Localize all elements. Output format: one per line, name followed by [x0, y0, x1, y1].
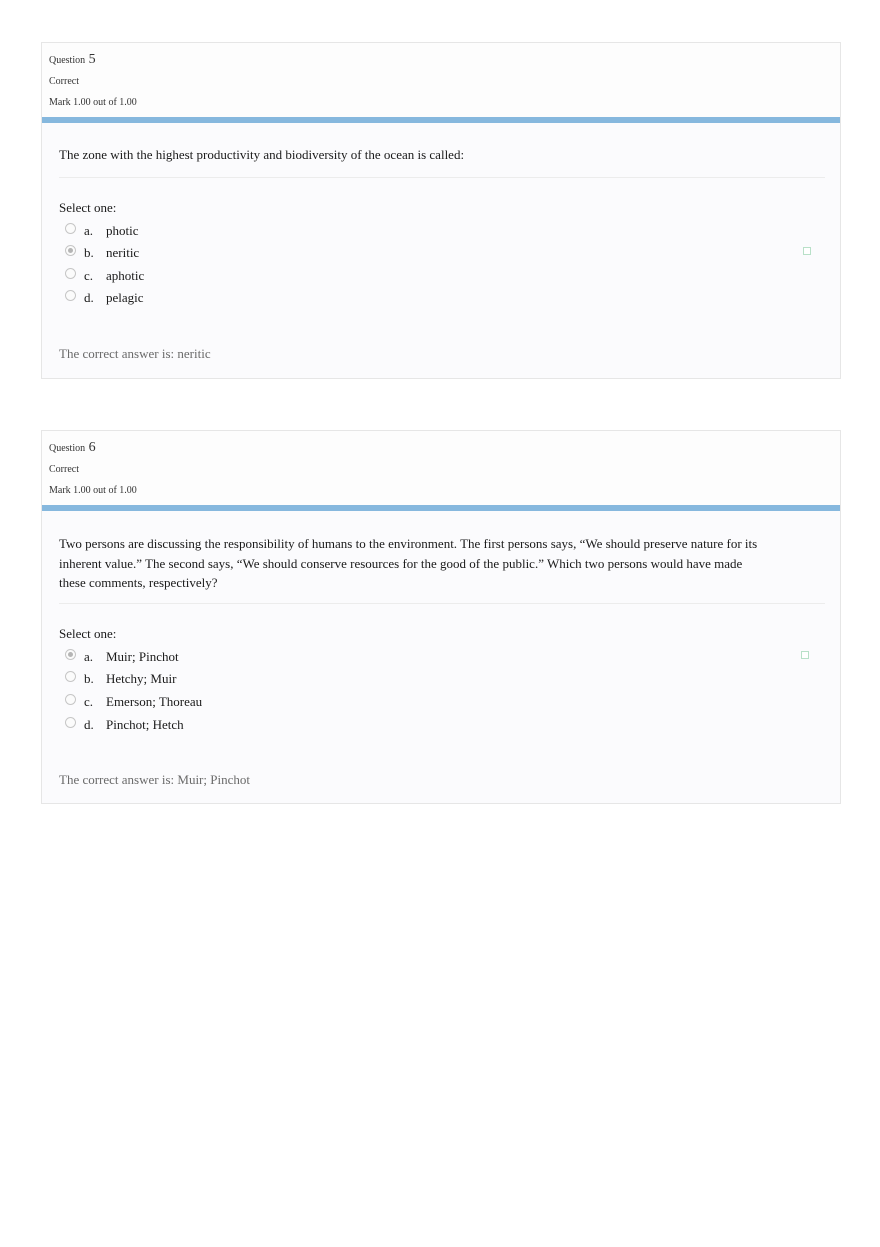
answer-option-d[interactable]: [65, 716, 184, 734]
answer-label: aphotic: [106, 268, 145, 283]
question-number-value: 5: [88, 52, 96, 67]
question-separator: [59, 603, 825, 604]
answer-letter: d.: [84, 290, 94, 305]
correct-answer-text: The correct answer is: Muir; Pinchot: [59, 772, 250, 787]
question-text-line: inherent value.” The second says, “We should conserve resources for the good of the public.” Which two persons would have made: [59, 555, 743, 571]
question-content: [42, 123, 840, 378]
answer-letter: a.: [84, 223, 94, 238]
answer-radio[interactable]: [65, 717, 76, 728]
select-one-prompt: Select one:: [59, 626, 117, 641]
select-one-prompt: Select one:: [59, 200, 117, 215]
question-number-prefix: Question: [49, 443, 86, 454]
answer-label: photic: [106, 223, 139, 238]
question-text: [59, 534, 757, 593]
question-separator: [59, 177, 825, 178]
question-info: [42, 431, 840, 505]
question-number-value: 6: [88, 440, 96, 455]
answer-radio[interactable]: [65, 694, 76, 705]
question-text-line: Two persons are discussing the responsibility of humans to the environment. The first persons says, “We should preserve nature for its: [59, 536, 758, 551]
answer-letter: b.: [84, 245, 94, 260]
answer-label: Pinchot; Hetch: [106, 717, 184, 732]
answer-label: Emerson; Thoreau: [106, 694, 203, 709]
question-content: [42, 511, 840, 803]
question-number-prefix: Question: [49, 55, 86, 66]
question-state: Correct: [49, 76, 79, 87]
answer-radio-selected[interactable]: [65, 245, 76, 256]
question-number: [49, 52, 96, 68]
answer-option-d[interactable]: [65, 289, 144, 307]
answer-radio[interactable]: [65, 671, 76, 682]
answer-radio-selected[interactable]: [65, 649, 76, 660]
correct-feedback-icon: [801, 651, 809, 659]
question-text: [59, 145, 464, 165]
correct-answer-text: The correct answer is: neritic: [59, 346, 211, 361]
answer-option-a[interactable]: [65, 648, 179, 666]
answer-letter: d.: [84, 717, 94, 732]
question-info: [42, 43, 840, 117]
answer-label: pelagic: [106, 290, 144, 305]
question-text-line: these comments, respectively?: [59, 575, 218, 590]
question-card: [41, 42, 841, 379]
answer-option-b[interactable]: [65, 244, 139, 262]
question-state: Correct: [49, 464, 79, 475]
answer-radio[interactable]: [65, 223, 76, 234]
answer-option-a[interactable]: [65, 222, 139, 240]
answer-letter: c.: [84, 268, 94, 283]
question-card: [41, 430, 841, 804]
answer-option-c[interactable]: [65, 267, 144, 285]
question-number: [49, 440, 96, 456]
answer-label: Muir; Pinchot: [106, 649, 179, 664]
answer-letter: a.: [84, 649, 94, 664]
answer-option-b[interactable]: [65, 670, 176, 688]
answer-label: neritic: [106, 245, 140, 260]
correct-feedback-icon: [803, 247, 811, 255]
answer-radio[interactable]: [65, 290, 76, 301]
question-grade: Mark 1.00 out of 1.00: [49, 485, 137, 496]
answer-option-c[interactable]: [65, 693, 202, 711]
answer-radio[interactable]: [65, 268, 76, 279]
answer-letter: c.: [84, 694, 94, 709]
question-grade: Mark 1.00 out of 1.00: [49, 97, 137, 108]
answer-letter: b.: [84, 671, 94, 686]
question-text-line: The zone with the highest productivity and biodiversity of the ocean is called:: [59, 147, 465, 162]
answer-label: Hetchy; Muir: [106, 671, 177, 686]
